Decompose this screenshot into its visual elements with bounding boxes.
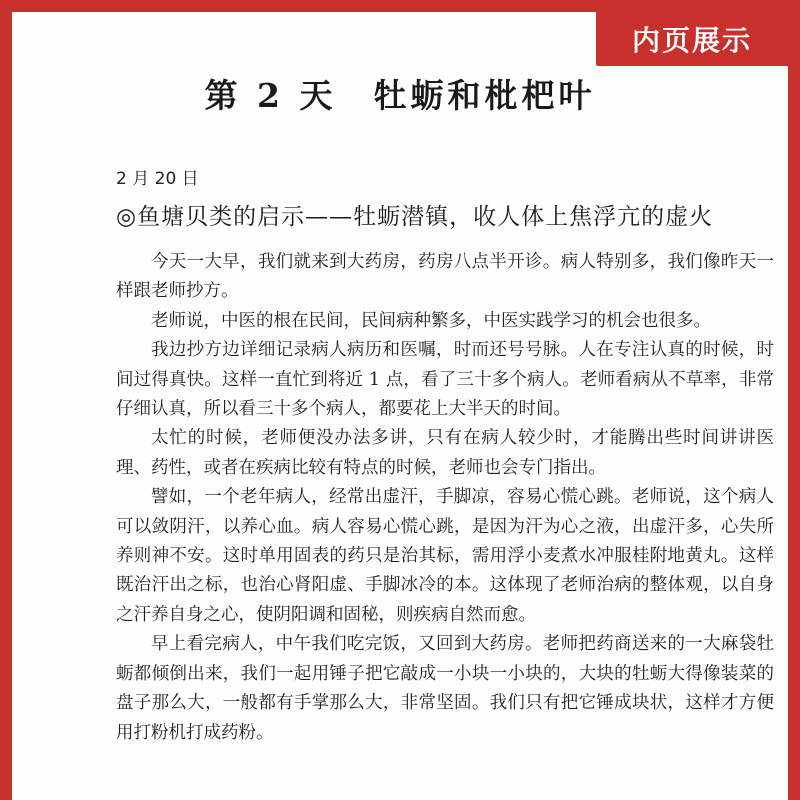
- paragraph: 我边抄方边详细记录病人病历和医嘱，时而还号号脉。人在专注认真的时候，时间过得真快。这样一直忙到将近 1 点，看了三十多个病人。老师看病从不草率，非常仔细认真，所以看三十多个病人，都要花上大半天的时间。: [116, 340, 774, 420]
- section-heading: ◎鱼塘贝类的启示——牡蛎潜镇，收人体上焦浮亢的虚火: [116, 204, 714, 230]
- body-text: [116, 248, 774, 748]
- paragraph: 老师说，中医的根在民间，民间病种繁多，中医实践学习的机会也很多。: [151, 310, 711, 331]
- paragraph: 今天一大早，我们就来到大药房，药房八点半开诊。病人特别多，我们像昨天一样跟老师抄方。: [116, 252, 774, 302]
- paragraph: 太忙的时候，老师便没办法多讲，只有在病人较少时，才能腾出些时间讲讲医理、药性，或者在疾病比较有特点的时候，老师也会专门指出。: [116, 428, 774, 478]
- chapter-title: 第 2 天 牡蛎和枇杷叶: [204, 76, 596, 115]
- inner-page-badge: 内页展示: [596, 12, 788, 66]
- paragraph: 早上看完病人，中午我们吃完饭，又回到大药房。老师把药商送来的一大麻袋牡蛎都倾倒出来，我们一起用锤子把它敲成一小块一小块的，大块的牡蛎大得像装菜的盘子那么大，一般都有手掌那么大，非常坚固。我们只有把它锤成块状，这样才方便用打粉机打成药粉。: [116, 634, 774, 743]
- entry-date: 2 月 20 日: [116, 169, 199, 189]
- paragraph: 譬如，一个老年病人，经常出虚汗，手脚凉，容易心慌心跳。老师说，这个病人可以敛阴汗，以养心血。病人容易心慌心跳，是因为汗为心之液，出虚汗多，心失所养则神不安。这时单用固表的药只是治其标，需用浮小麦煮水冲服桂附地黄丸。这样既治汗出之标，也治心肾阳虚、手脚冰冷的本。这体现了老师治病的整体观，以自身之汗养自身之心，使阴阳调和固秘，则疾病自然而愈。: [116, 487, 774, 625]
- book-page: [12, 12, 788, 800]
